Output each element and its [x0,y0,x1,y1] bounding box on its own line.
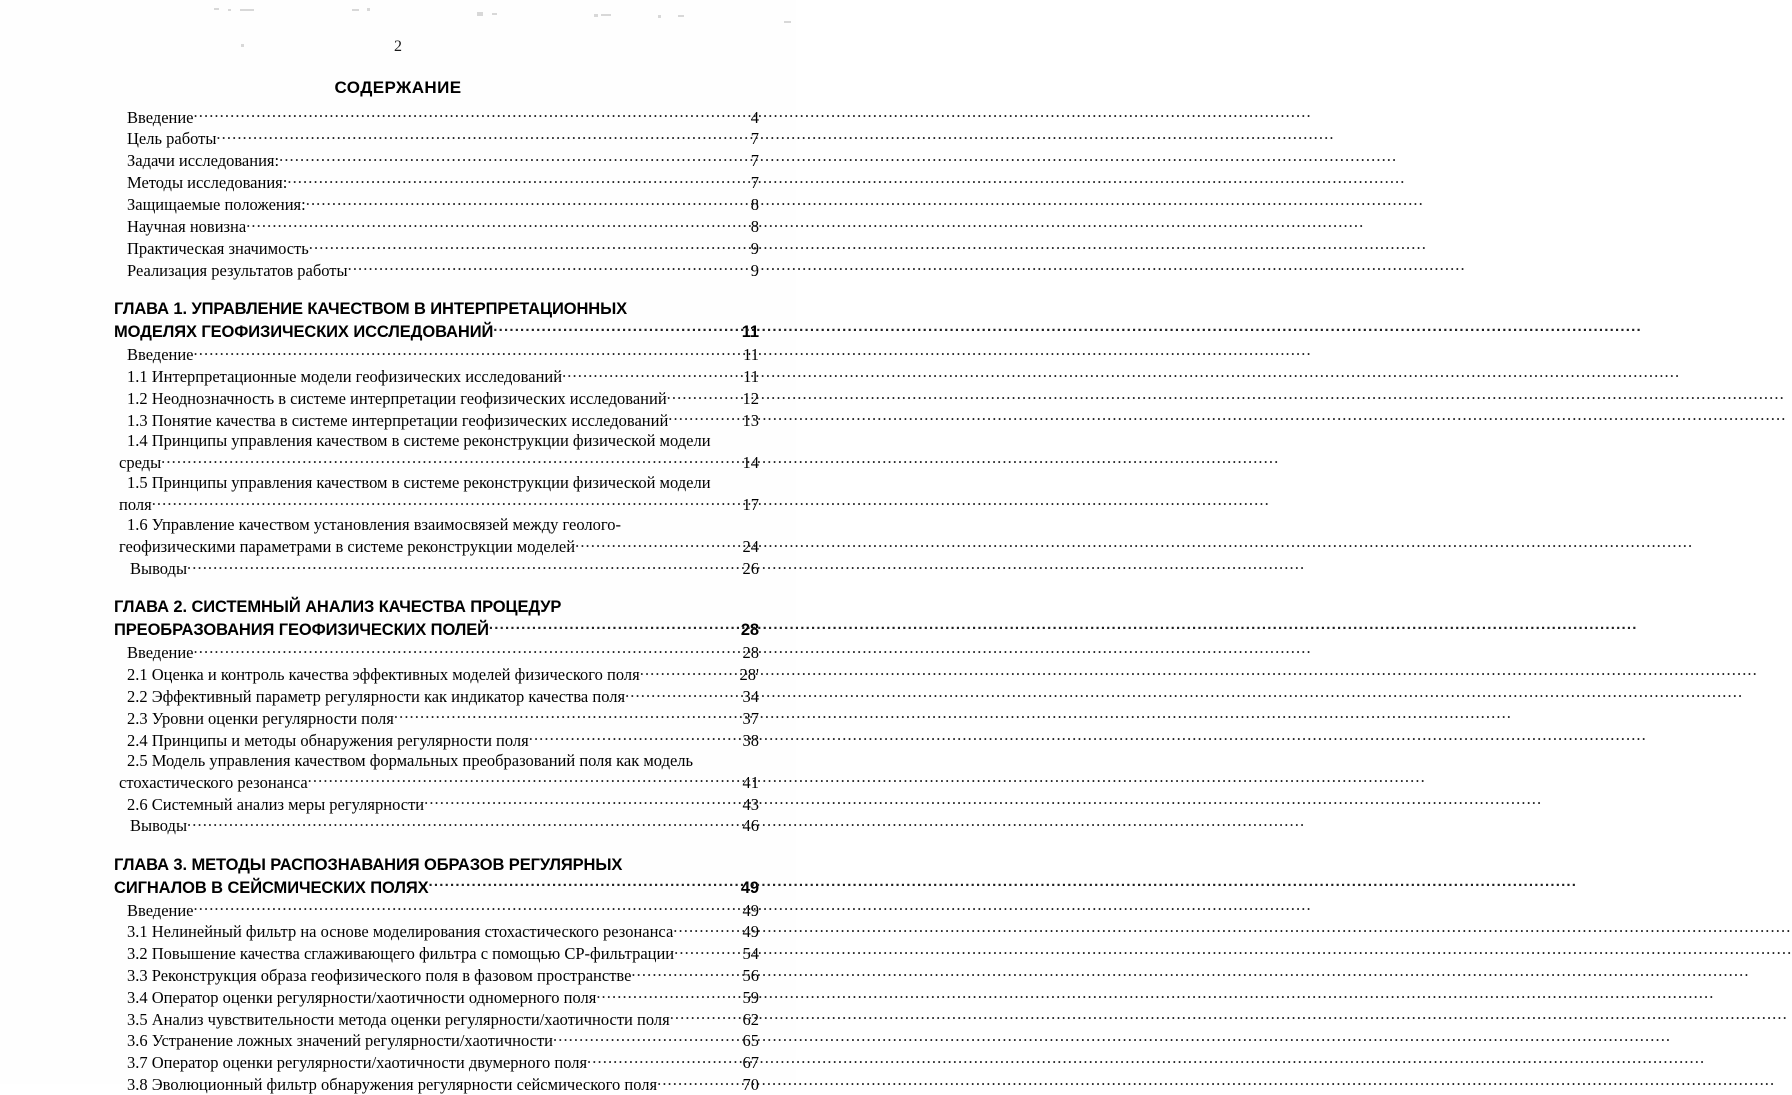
toc-dot-leader [279,150,751,167]
scan-artifact [214,8,219,10]
table-of-contents [114,106,759,1095]
section-spacer [114,837,759,855]
toc-entry[interactable] [127,259,759,281]
toc-dot-leader [625,685,742,702]
toc-entry-page: 7 [751,151,759,171]
toc-entry-page: 49 [743,922,760,942]
toc-entry-title: 3.6 Устранение ложных значений регулярности/хаотичности [127,1031,553,1051]
toc-entry-page: 56 [743,966,760,986]
toc-entry[interactable] [127,1074,759,1095]
toc-entry-title-wrapped[interactable]: 1.4 Принципы управления качеством в системе реконструкции физической модели [127,431,759,451]
toc-group-front-matter [114,106,759,281]
page-folio: 2 [0,38,796,56]
toc-entry-page: 17 [743,495,760,515]
toc-entry-title: 2.4 Принципы и методы обнаружения регулярности поля [127,731,529,751]
toc-entry-page: 7 [751,173,759,193]
toc-entry-page: 12 [743,389,760,409]
toc-entry-page: 8 [751,195,759,215]
toc-entry-page: 65 [743,1031,760,1051]
toc-dot-leader [631,965,742,982]
toc-entry-title: 3.7 Оператор оценки регулярности/хаотичности двумерного поля [127,1053,587,1073]
toc-entry-page: 9 [751,261,759,281]
toc-entry-title: поля [119,495,152,515]
toc-dot-leader [493,321,736,338]
toc-chapter-page: 28 [735,620,759,642]
toc-entry-page: 8 [751,217,759,237]
toc-entry-title: Введение [127,643,194,663]
toc-entry-page: 62 [743,1010,760,1030]
scan-artifact [240,9,254,11]
toc-entry-title: 2.1 Оценка и контроль качества эффективных моделей физического поля [127,665,640,685]
scan-artifact [228,9,231,11]
toc-entry[interactable] [127,409,759,431]
toc-entry-title: 2.3 Уровни оценки регулярности поля [127,709,394,729]
toc-entry-page: 38 [743,731,760,751]
scan-artifact [352,9,359,11]
toc-entry-title: Введение [127,108,194,128]
toc-chapter-heading[interactable] [114,299,759,344]
toc-entry-title: Реализация результатов работы [127,261,348,281]
toc-entry-page: 26 [743,559,760,579]
scan-artifact [367,8,370,11]
toc-entry-title: геофизическими параметрами в системе реконструкции моделей [119,537,575,557]
toc-dot-leader [670,1008,743,1025]
toc-dot-leader [640,664,740,681]
toc-entry-title: Методы исследования: [127,173,287,193]
toc-dot-leader [429,876,735,893]
toc-dot-leader [575,536,742,553]
toc-chapters [114,281,759,1095]
scan-artifact [492,13,497,15]
toc-dot-leader [194,106,751,123]
toc-entry-page: 59 [743,988,760,1008]
toc-entry-title: 1.1 Интерпретационные модели геофизических исследований [127,367,562,387]
toc-dot-leader [668,409,742,426]
toc-entry[interactable] [127,366,759,388]
toc-entry-page: 28' [740,665,759,685]
toc-dot-leader [667,387,743,404]
page-title: СОДЕРЖАНИЕ [0,78,796,98]
toc-entry-title: 1.2 Неоднозначность в системе интерпретации геофизических исследований [127,389,667,409]
toc-entry-title: Задачи исследования: [127,151,279,171]
toc-chapter-heading-line1: ГЛАВА 1. УПРАВЛЕНИЕ КАЧЕСТВОМ В ИНТЕРПРЕТАЦИОННЫХ [114,299,759,321]
toc-chapter-page: 49 [735,878,759,900]
toc-dot-leader [394,707,743,724]
toc-entry-title: Выводы [130,559,187,579]
toc-entry-title: Цель работы [127,129,216,149]
toc-entry-title: 2.2 Эффективный параметр регулярности как индикатор качества поля [127,687,625,707]
toc-entry-title: стохастического резонанса [119,773,308,793]
toc-entry-title: Защищаемые положения: [127,195,306,215]
toc-entry-page: 13 [743,411,760,431]
toc-dot-leader [194,642,743,659]
toc-chapter-heading[interactable] [114,855,759,900]
toc-chapter-heading-line2: ПРЕОБРАЗОВАНИЯ ГЕОФИЗИЧЕСКИХ ПОЛЕЙ [114,620,489,642]
toc-dot-leader [674,943,742,960]
toc-entry-title: 3.1 Нелинейный фильтр на основе моделирования стохастического резонанса [127,922,673,942]
toc-entry-title-wrapped[interactable]: 2.5 Модель управления качеством формальных преобразований поля как модель [127,751,759,771]
toc-dot-leader [194,344,744,361]
toc-dot-leader [673,921,742,938]
toc-dot-leader [489,619,735,636]
toc-entry[interactable] [127,921,759,943]
scan-artifact [658,15,661,18]
toc-dot-leader [562,366,743,383]
toc-dot-leader [246,216,751,233]
toc-dot-leader [194,899,743,916]
toc-entry-page: 4 [751,108,759,128]
toc-entry[interactable] [127,899,759,921]
toc-entry-title-wrapped[interactable]: 1.5 Принципы управления качеством в системе реконструкции физической модели [127,473,759,493]
toc-entry-page: 41 [743,773,760,793]
toc-entry-title-wrapped[interactable]: 1.6 Управление качеством установления взаимосвязей между геолого- [127,515,759,535]
toc-dot-leader [348,259,751,276]
toc-entry[interactable] [119,451,759,473]
toc-entry-title: 3.3 Реконструкция образа геофизического поля в фазовом пространстве [127,966,631,986]
toc-entry-title: 1.3 Понятие качества в системе интерпретации геофизических исследований [127,411,668,431]
toc-dot-leader [657,1074,742,1091]
toc-chapter-heading-line2: СИГНАЛОВ В СЕЙСМИЧЕСКИХ ПОЛЯХ [114,878,429,900]
toc-entry-page: 54 [743,944,760,964]
toc-dot-leader [216,128,750,145]
toc-chapter-heading-line1: ГЛАВА 3. МЕТОДЫ РАСПОЗНАВАНИЯ ОБРАЗОВ РЕГУЛЯРНЫХ [114,855,759,877]
toc-entry-page: 37 [743,709,760,729]
toc-entry-page: 43 [743,795,760,815]
toc-dot-leader [596,986,742,1003]
toc-entry-page: 70 [743,1075,760,1095]
toc-entry-title: 3.2 Повышение качества сглаживающего фильтра с помощью СР-фильтрации [127,944,674,964]
toc-dot-leader [309,237,751,254]
toc-dot-leader [152,494,743,511]
toc-dot-leader [161,451,742,468]
toc-entry-title: Введение [127,901,194,921]
toc-chapter-heading-line2: МОДЕЛЯХ ГЕОФИЗИЧЕСКИХ ИССЛЕДОВАНИЙ [114,322,493,344]
section-spacer [114,579,759,597]
scan-artifact [477,12,483,16]
toc-entry-title: Практическая значимость [127,239,309,259]
toc-entry[interactable] [130,815,759,837]
toc-dot-leader [553,1030,743,1047]
toc-entry[interactable] [130,558,759,580]
toc-entry-title: 3.8 Эволюционный фильтр обнаружения регулярности сейсмического поля [127,1075,657,1095]
toc-entry-page: 7 [751,129,759,149]
document-page [0,0,796,1084]
scan-artifact [601,14,611,16]
toc-dot-leader [424,793,742,810]
toc-entry-page: 34 [743,687,760,707]
toc-dot-leader [187,815,742,832]
toc-entry-title: Научная новизна [127,217,246,237]
toc-chapter-heading-line1: ГЛАВА 2. СИСТЕМНЫЙ АНАЛИЗ КАЧЕСТВА ПРОЦЕДУР [114,597,759,619]
toc-chapter-heading[interactable] [114,597,759,642]
toc-entry[interactable] [127,729,759,751]
toc-dot-leader [587,1052,742,1069]
toc-entry-page: 14 [743,453,760,473]
toc-dot-leader [306,194,751,211]
toc-dot-leader [529,729,743,746]
scan-artifact [594,14,598,17]
scan-artifact [678,15,684,17]
scan-artifact [784,21,791,23]
toc-entry-page: 9 [751,239,759,259]
toc-entry[interactable] [127,387,759,409]
toc-entry[interactable] [119,494,759,516]
toc-entry-page: 24 [743,537,760,557]
toc-entry-title: 3.5 Анализ чувствительности метода оценки регулярности/хаотичности поля [127,1010,670,1030]
toc-entry-page: 67 [743,1053,760,1073]
toc-chapter-page: 11 [736,322,759,344]
toc-entry-page: 49 [743,901,760,921]
toc-entry-title: Выводы [130,816,187,836]
toc-entry-title: 3.4 Оператор оценки регулярности/хаотичности одномерного поля [127,988,596,1008]
toc-entry-title: 2.6 Системный анализ меры регулярности [127,795,424,815]
section-spacer [114,281,759,299]
toc-dot-leader [308,771,743,788]
toc-dot-leader [187,558,742,575]
toc-entry-page: 28 [743,643,760,663]
toc-entry-title: среды [119,453,161,473]
toc-entry-page: 11 [743,367,759,387]
toc-entry[interactable] [127,986,759,1008]
toc-dot-leader [287,172,750,189]
toc-entry-page: 11 [743,345,759,365]
toc-entry-page: 46 [743,816,760,836]
toc-entry-title: Введение [127,345,194,365]
